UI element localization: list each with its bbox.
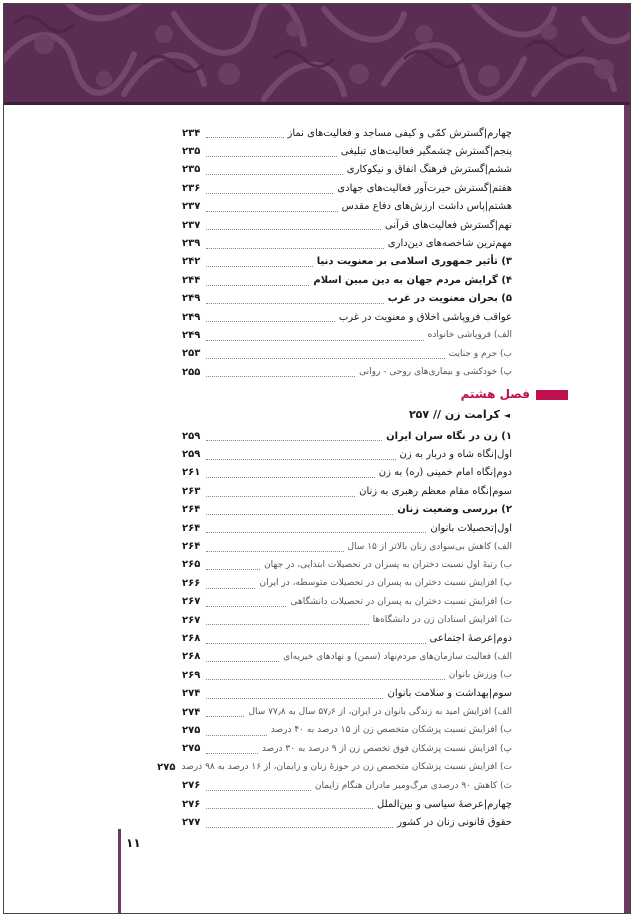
banner-divider <box>4 102 630 105</box>
toc-entry-label: پ) افزایش نسبت دختران به پسران در تحصیلات متوسطه، در ایران <box>259 578 512 589</box>
toc-entry-label: هشتم|پاس داشت ارزش‌های دفاع مقدس <box>341 201 512 213</box>
toc-entry[interactable] <box>182 666 512 684</box>
dot-leader <box>206 211 338 212</box>
toc-entry-label: هفتم|گسترش حیرت‌آور فعالیت‌های جهادی <box>337 182 512 194</box>
dot-leader <box>206 698 383 699</box>
dot-leader <box>206 827 393 828</box>
dot-leader <box>206 716 244 717</box>
toc-entry-label: ت) افزایش نسبت پزشکان متخصص زن در حوزهٔ زنان و زایمان، از ۱۶ درصد به ۹۸ درصد <box>181 762 512 773</box>
toc-entry-page: ۲۴۲ <box>182 256 201 268</box>
toc-list-top <box>182 124 512 381</box>
toc-entry[interactable] <box>182 363 512 381</box>
toc-entry-page: ۲۶۸ <box>182 651 201 663</box>
toc-entry-label: چهارم|عرصهٔ سیاسی و بین‌الملل <box>377 798 512 810</box>
toc-entry[interactable] <box>182 740 512 758</box>
toc-entry-page: ۲۳۵ <box>182 146 201 158</box>
toc-entry-page: ۲۳۵ <box>182 164 201 176</box>
toc-entry[interactable] <box>182 501 512 519</box>
toc-entry-page: ۲۵۹ <box>182 430 201 442</box>
toc-entry[interactable] <box>182 813 512 831</box>
toc-entry-page: ۲۵۹ <box>182 449 201 461</box>
toc-entry-label: ۳) تأثیر جمهوری اسلامی بر معنویت دنیا <box>316 256 512 268</box>
toc-entry-label: اول|نگاه شاه و دربار به زن <box>399 449 512 461</box>
toc-entry[interactable] <box>182 464 512 482</box>
dot-leader <box>206 496 355 497</box>
section-heading <box>409 408 510 421</box>
toc-entry[interactable] <box>182 271 512 289</box>
toc-entry-label: الف) افزایش امید به زندگی بانوان در ایران، از ۵۷٫۶ سال به ۷۷٫۸ سال <box>248 707 512 718</box>
toc-entry-label: ت) افزایش نسبت دختران به پسران در تحصیلات دانشگاهی <box>290 596 512 607</box>
toc-entry[interactable] <box>182 345 512 363</box>
toc-entry-page: ۲۶۷ <box>182 614 201 626</box>
dot-leader <box>206 753 258 754</box>
dot-leader <box>206 285 309 286</box>
toc-entry-page: ۲۵۵ <box>182 366 201 378</box>
dot-leader <box>206 606 286 607</box>
dot-leader <box>206 643 426 644</box>
toc-entry-page: ۲۶۱ <box>182 467 201 479</box>
dot-leader <box>206 266 313 267</box>
toc-entry-label: سوم|نگاه مقام معظم رهبری به زنان <box>359 485 512 497</box>
toc-entry[interactable] <box>182 326 512 344</box>
toc-entry-label: پنجم|گسترش چشمگیر فعالیت‌های تبلیغی <box>340 146 512 158</box>
toc-entry-page: ۲۶۴ <box>182 522 201 534</box>
dot-leader <box>206 624 369 625</box>
toc-entry-page: ۲۳۴ <box>182 127 201 139</box>
toc-entry[interactable] <box>182 648 512 666</box>
toc-entry-label: ب) رتبهٔ اول نسبت دختران به پسران در تحصیلات ابتدایی، در جهان <box>264 559 512 570</box>
dot-leader <box>206 376 355 377</box>
toc-entry-label: پ) خودکشی و بیماری‌های روحی - روانی <box>359 367 512 378</box>
toc-entry[interactable] <box>182 537 512 555</box>
toc-entry-label: ث) کاهش ۹۰ درصدی مرگ‌ومیر مادران هنگام زایمان <box>314 780 512 791</box>
chapter-title: فصل هشتم <box>460 387 530 401</box>
toc-entry-page: ۲۳۶ <box>182 182 201 194</box>
toc-entry[interactable] <box>182 684 512 702</box>
dot-leader <box>206 808 373 809</box>
toc-entry-page: ۲۷۶ <box>182 780 201 792</box>
toc-entry[interactable] <box>182 593 512 611</box>
toc-entry[interactable] <box>182 556 512 574</box>
toc-entry[interactable] <box>182 703 512 721</box>
toc-entry[interactable] <box>182 776 512 794</box>
dot-leader <box>206 588 255 589</box>
toc-entry[interactable] <box>182 721 512 739</box>
dot-leader <box>206 321 335 322</box>
toc-entry-label: ب) افزایش نسبت پزشکان متخصص زن از ۱۵ درصد به ۴۰ درصد <box>270 725 512 736</box>
toc-entry-page: ۲۶۹ <box>182 669 201 681</box>
toc-entry-page: ۲۴۴ <box>182 274 201 286</box>
toc-entry[interactable] <box>182 482 512 500</box>
dot-leader <box>206 551 344 552</box>
toc-entry-label: ۲) بررسی وضعیت زنان <box>397 504 512 516</box>
toc-entry-page: ۲۷۵ <box>157 761 176 773</box>
toc-entry-label: عواقب فروپاشی اخلاق و معنویت در غرب <box>338 311 512 323</box>
chapter-marker <box>536 390 568 400</box>
toc-entry-page: ۲۶۸ <box>182 632 201 644</box>
toc-entry[interactable] <box>182 124 512 142</box>
toc-entry[interactable] <box>182 308 512 326</box>
toc-entry-page: ۲۳۷ <box>182 201 201 213</box>
toc-entry-label: ششم|گسترش فرهنگ انفاق و نیکوکاری <box>346 164 512 176</box>
toc-entry-label: نهم|گسترش فعالیت‌های قرآنی <box>384 219 512 231</box>
toc-entry-page: ۲۳۷ <box>182 219 201 231</box>
dot-leader <box>206 137 284 138</box>
toc-entry[interactable] <box>182 290 512 308</box>
triangle-icon: ◄ <box>503 411 510 420</box>
toc-entry-page: ۲۴۹ <box>182 329 201 341</box>
toc-entry-label: ۵) بحران معنویت در غرب <box>387 293 512 305</box>
toc-entry-label: الف) فعالیت سازمان‌های مردم‌نهاد (سمن) و نهادهای خیریه‌ای <box>283 651 512 662</box>
toc-entry-page: ۲۷۴ <box>182 706 201 718</box>
toc-entry[interactable] <box>182 427 512 445</box>
toc-entry-page: ۲۵۳ <box>182 348 201 360</box>
toc-entry-page: ۲۶۵ <box>182 559 201 571</box>
toc-entry-page: ۲۳۹ <box>182 238 201 250</box>
toc-entry-page: ۲۷۷ <box>182 816 201 828</box>
decorative-banner <box>4 4 630 102</box>
document-page <box>3 3 631 914</box>
toc-entry-label: پ) افزایش نسبت پزشکان فوق تخصص زن از ۹ درصد به ۳۰ درصد <box>261 743 512 754</box>
toc-entry-label: ث) افزایش استادان زن در دانشگاه‌ها <box>372 615 512 626</box>
dot-leader <box>206 156 337 157</box>
floral-pattern-icon <box>4 4 630 102</box>
side-strip <box>624 105 630 913</box>
page-number: ۱۱ <box>126 836 141 850</box>
dot-leader <box>206 477 375 478</box>
toc-entry-page: ۲۶۷ <box>182 596 201 608</box>
toc-entry-page: ۲۷۵ <box>182 724 201 736</box>
toc-entry[interactable] <box>182 234 512 252</box>
toc-entry-label: ۴) گرایش مردم جهان به دین مبین اسلام <box>313 274 512 286</box>
section-title: کرامت زن // ۲۵۷ <box>408 408 500 421</box>
toc-entry-page: ۲۷۴ <box>182 688 201 700</box>
toc-entry-page: ۲۶۴ <box>182 541 201 553</box>
toc-entry[interactable] <box>182 445 512 463</box>
toc-entry[interactable] <box>182 198 512 216</box>
toc-entry-label: حقوق قانونی زنان در کشور <box>397 816 512 828</box>
dot-leader <box>206 569 260 570</box>
dot-leader <box>206 459 396 460</box>
dot-leader <box>206 790 311 791</box>
dot-leader <box>206 303 384 304</box>
toc-entry[interactable] <box>182 179 512 197</box>
toc-entry[interactable] <box>182 253 512 271</box>
toc-entry-label: ب) ورزش بانوان <box>448 670 512 681</box>
chapter-heading <box>182 387 568 405</box>
toc-entry-page: ۲۶۴ <box>182 504 201 516</box>
dot-leader <box>206 679 445 680</box>
toc-entry-page: ۲۴۹ <box>182 311 201 323</box>
toc-entry-label: سوم|بهداشت و سلامت بانوان <box>387 688 512 700</box>
toc-entry[interactable] <box>182 216 512 234</box>
toc-entry[interactable] <box>182 161 512 179</box>
toc-entry-label: ۱) زن در نگاه سران ایران <box>386 430 512 442</box>
toc-entry-label: الف) کاهش بی‌سوادی زنان بالاتر از ۱۵ سال <box>347 541 512 552</box>
toc-entry-page: ۲۴۹ <box>182 293 201 305</box>
toc-entry-page: ۲۶۳ <box>182 485 201 497</box>
toc-entry-page: ۲۷۵ <box>182 743 201 755</box>
toc-entry[interactable] <box>182 142 512 160</box>
dot-leader <box>206 358 445 359</box>
toc-entry-page: ۲۷۶ <box>182 798 201 810</box>
dot-leader <box>206 735 267 736</box>
toc-list-bottom <box>157 427 512 832</box>
dot-leader <box>206 440 382 441</box>
dot-leader <box>206 514 393 515</box>
toc-entry-label: الف) فروپاشی خانواده <box>427 330 512 341</box>
dot-leader <box>206 229 381 230</box>
toc-entry-label: دوم|نگاه امام خمینی (ره) به زن <box>378 467 512 479</box>
toc-entry-label: اول|تحصیلات بانوان <box>430 522 512 534</box>
toc-entry-label: ب) جرم و جنایت <box>448 348 512 359</box>
dot-leader <box>206 193 333 194</box>
toc-entry[interactable] <box>157 758 512 776</box>
dot-leader <box>206 248 384 249</box>
toc-entry-label: دوم|عرصهٔ اجتماعی <box>429 632 512 644</box>
toc-entry[interactable] <box>182 519 512 537</box>
page-number-bar <box>118 829 121 914</box>
toc-entry[interactable] <box>182 629 512 647</box>
dot-leader <box>206 174 343 175</box>
dot-leader <box>206 532 426 533</box>
toc-entry[interactable] <box>182 611 512 629</box>
toc-entry-page: ۲۶۶ <box>182 577 201 589</box>
toc-entry-label: مهم‌ترین شاخصه‌های دین‌داری <box>387 238 512 250</box>
dot-leader <box>206 340 424 341</box>
dot-leader <box>206 661 279 662</box>
toc-entry-label: چهارم|گسترش کمّی و کیفی مساجد و فعالیت‌های نماز <box>287 127 512 139</box>
toc-entry[interactable] <box>182 795 512 813</box>
toc-entry[interactable] <box>182 574 512 592</box>
